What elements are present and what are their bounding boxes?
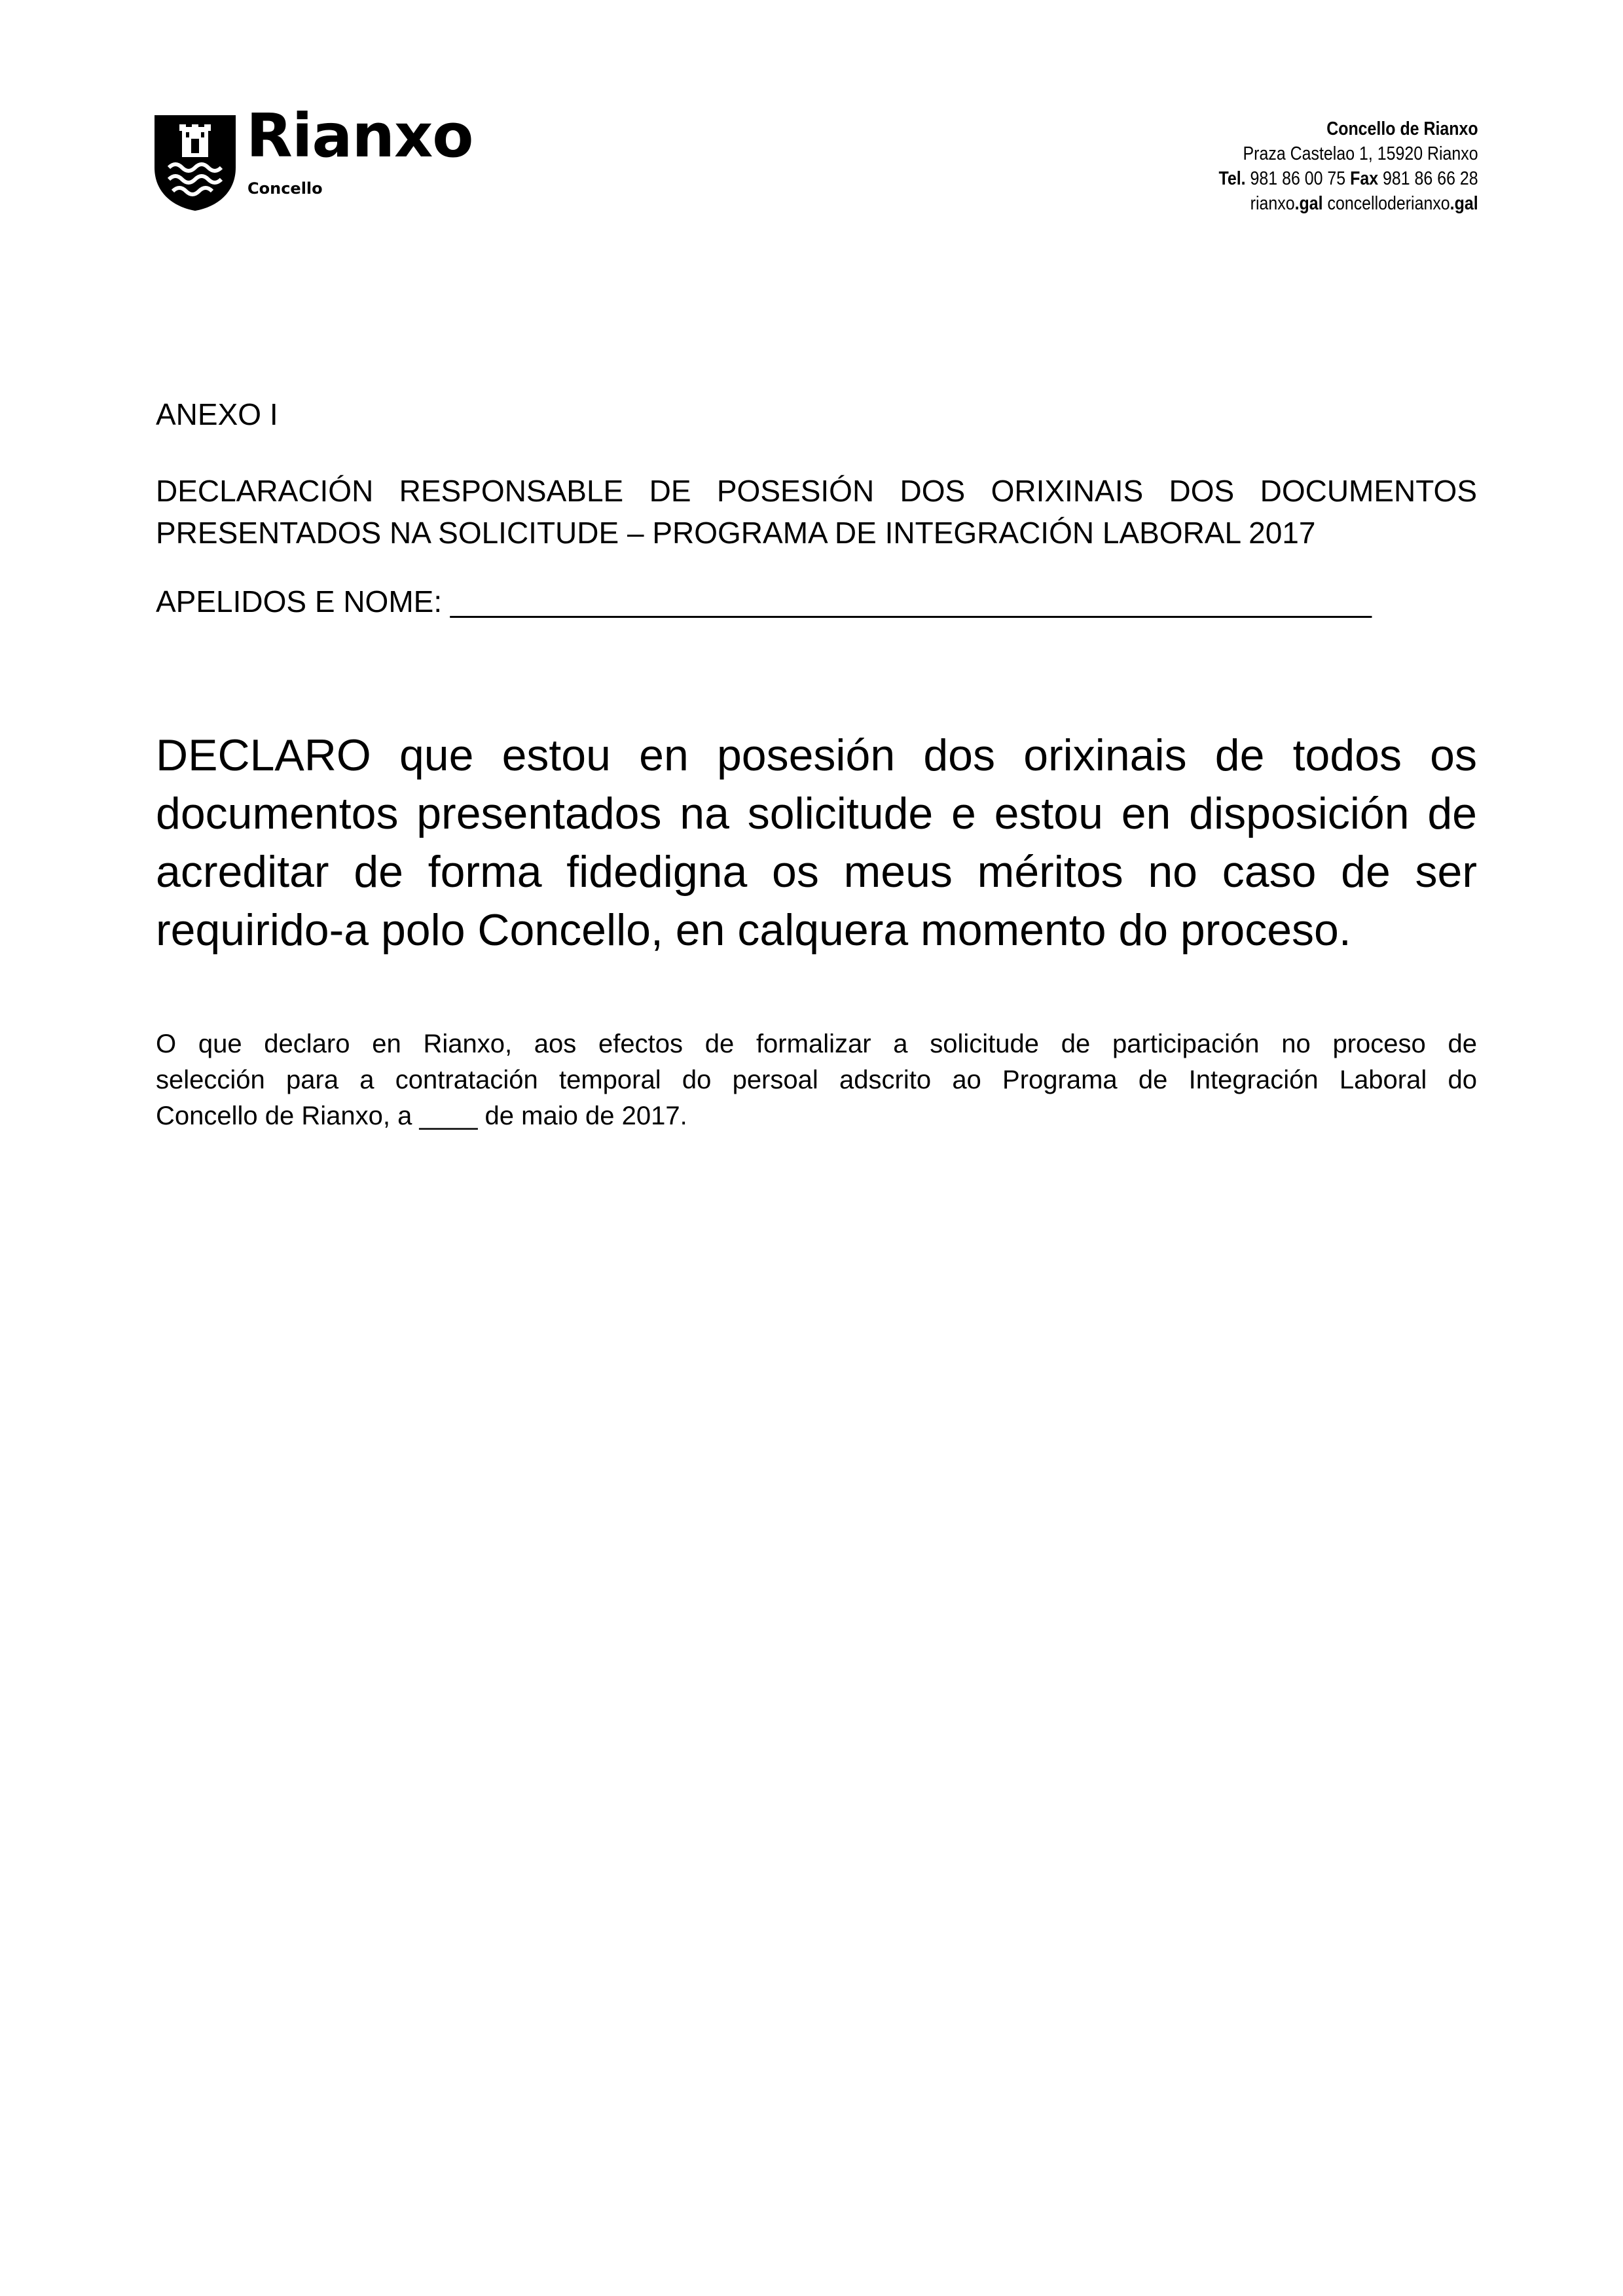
closing-line: O que declaro en Rianxo, aos efectos de formalizar a solicitude de participación no proceso de xyxy=(156,1030,1477,1058)
address: Praza Castelao 1, 15920 Rianxo xyxy=(1243,143,1478,164)
website-1-tld: .gal xyxy=(1294,193,1323,214)
declaration-line: acreditar de forma fidedigna os meus méritos no caso de ser xyxy=(156,847,1477,897)
logo-name: Rianxo xyxy=(246,101,473,171)
shield-icon xyxy=(155,115,236,211)
declaration-line: documentos presentados na solicitude e estou en disposición de xyxy=(156,789,1477,838)
tel-number: 981 86 00 75 xyxy=(1250,168,1346,189)
fax-number: 981 86 66 28 xyxy=(1383,168,1478,189)
website-2-tld: .gal xyxy=(1450,193,1478,214)
website-1-name: rianxo xyxy=(1250,193,1295,214)
org-name: Concello de Rianxo xyxy=(1326,118,1478,139)
logo-subtitle: Concello xyxy=(247,179,323,198)
closing-line: Concello de Rianxo, a ____ de maio de 2017. xyxy=(156,1102,687,1130)
title-line: PRESENTADOS NA SOLICITUDE – PROGRAMA DE INTEGRACIÓN LABORAL 2017 xyxy=(156,516,1316,550)
document-title xyxy=(156,470,1477,554)
phone-line xyxy=(1219,166,1478,191)
closing-line: selección para a contratación temporal do persoal adscrito ao Programa de Integración Laboral do xyxy=(156,1066,1477,1094)
fax-label: Fax xyxy=(1350,168,1379,189)
title-line: DECLARACIÓN RESPONSABLE DE POSESIÓN DOS ORIXINAIS DOS DOCUMENTOS xyxy=(156,474,1477,508)
annex-heading: ANEXO I xyxy=(156,397,278,431)
declaration-paragraph xyxy=(156,726,1477,960)
closing-paragraph xyxy=(156,1026,1477,1134)
web-line xyxy=(1219,191,1478,216)
contact-block xyxy=(1219,117,1478,216)
website-2-name: concelloderianxo xyxy=(1327,193,1451,214)
name-field: APELIDOS E NOME: _______________________________________________________ xyxy=(156,584,1372,619)
declaration-line: requirido-a polo Concello, en calquera momento do proceso. xyxy=(156,905,1351,955)
declaration-line: DECLARO que estou en posesión dos orixinais de todos os xyxy=(156,730,1477,780)
concello-logo xyxy=(155,101,508,211)
tel-label: Tel. xyxy=(1218,168,1246,189)
